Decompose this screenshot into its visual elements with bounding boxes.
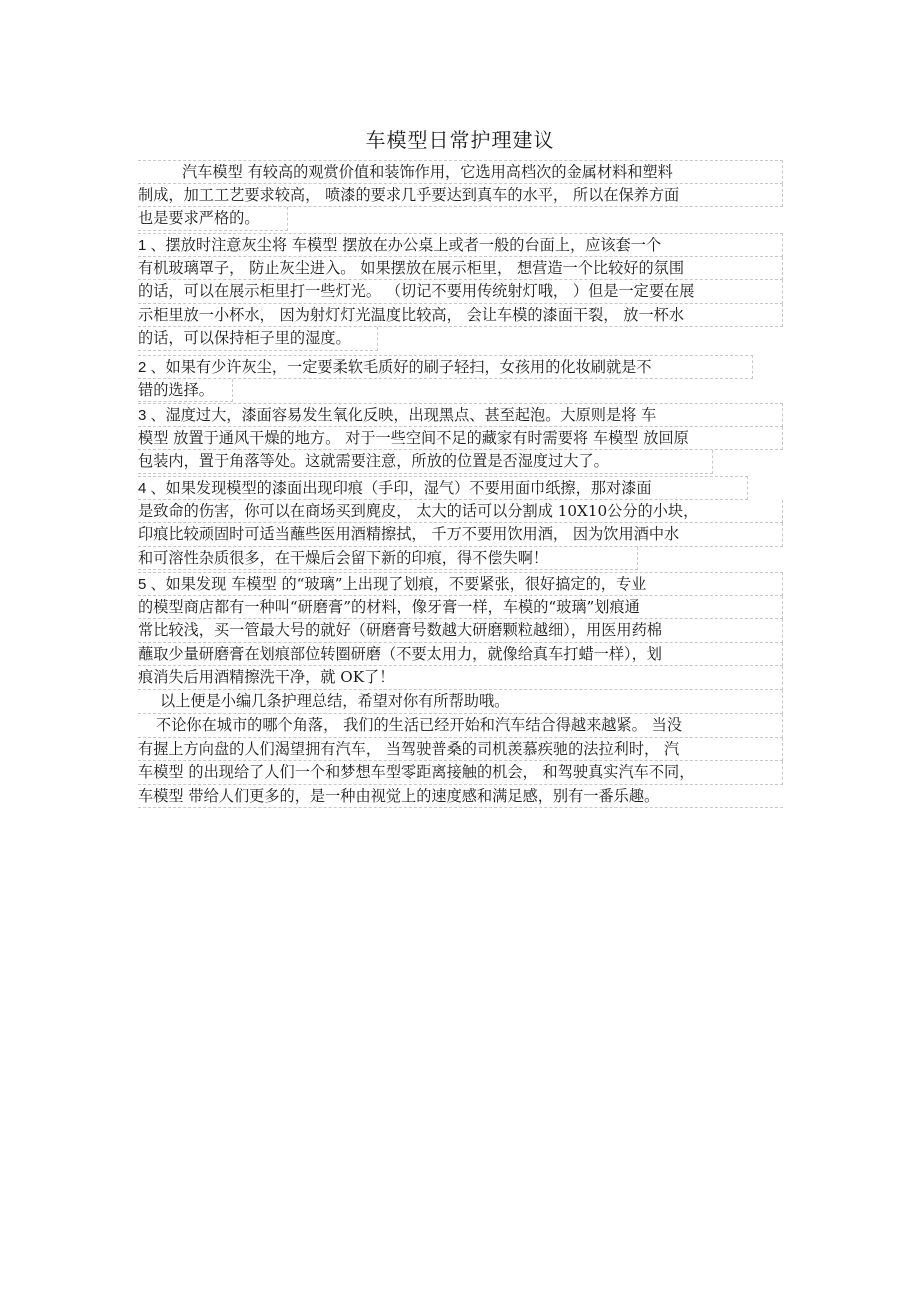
text-line: 的话，可以在展示柜里打一些灯光。 （切记不要用传统射灯哦， ）但是一定要在展	[138, 280, 783, 304]
text-line: 制成，加工工艺要求较高， 喷漆的要求几乎要达到真车的水平， 所以在保养方面	[138, 184, 783, 208]
care-item-3	[138, 403, 783, 474]
text-line: 是致命的伤害，你可以在商场买到麂皮， 太大的话可以分割成 10X10公分的小块，	[138, 500, 783, 524]
care-item-5	[138, 572, 783, 690]
text-line: 车模型 的出现给了人们一个和梦想车型零距离接触的机会， 和驾驶真实汽车不同，	[138, 761, 783, 785]
text-line: 的话，可以保持柜子里的湿度。	[138, 327, 378, 351]
text-line: 以上便是小编几条护理总结，希望对你有所帮助哦。	[138, 690, 783, 714]
care-item-2	[138, 355, 783, 402]
text-line: 示柜里放一小杯水， 因为射灯灯光温度比较高， 会让车模的漆面干裂， 放一杯水	[138, 304, 783, 328]
text-line: 汽车模型 有较高的观赏价值和装饰作用，它选用高档次的金属材料和塑料	[138, 160, 783, 184]
text-line: 5 、如果发现 车模型 的“玻璃”上出现了划痕，不要紧张，很好搞定的，专业	[138, 572, 783, 596]
care-item-4	[138, 476, 783, 570]
text-line: 有机玻璃罩子， 防止灰尘进入。 如果摆放在展示柜里， 想营造一个比较好的氛围	[138, 257, 783, 281]
summary-paragraph	[138, 690, 783, 714]
text-line: 不论你在城市的哪个角落， 我们的生活已经开始和汽车结合得越来越紧。 当没	[138, 714, 783, 738]
item-number: 1 、	[138, 237, 166, 254]
text-line: 1 、摆放时注意灰尘将 车模型 摆放在办公桌上或者一般的台面上，应该套一个	[138, 233, 783, 257]
item-number: 5 、	[138, 576, 166, 593]
text-line: 包装内，置于角落等处。这就需要注意，所放的位置是否湿度过大了。	[138, 450, 713, 474]
text-line: 模型 放置于通风干燥的地方。 对于一些空间不足的藏家有时需要将 车模型 放回原	[138, 427, 783, 451]
text-line: 3 、湿度过大，漆面容易发生氧化反映，出现黑点、甚至起泡。大原则是将 车	[138, 403, 783, 427]
text-line: 常比较浅，买一管最大号的就好（研磨膏号数越大研磨颗粒越细），用医用药棉	[138, 619, 783, 643]
text-line: 蘸取少量研磨膏在划痕部位转圈研磨（不要太用力，就像给真车打蜡一样），划	[138, 643, 783, 667]
text-line: 痕消失后用酒精擦洗干净，就 OK了！	[138, 666, 783, 690]
item-number: 2 、	[138, 359, 166, 376]
intro-paragraph	[138, 160, 783, 231]
item-number: 4 、	[138, 480, 166, 497]
closing-paragraph	[138, 714, 783, 808]
text-line: 也是要求严格的。	[138, 207, 288, 231]
item-number: 3 、	[138, 407, 166, 424]
text-line: 错的选择。	[138, 379, 233, 403]
document-title: 车模型日常护理建议	[365, 128, 555, 152]
text-line: 印痕比较顽固时可适当蘸些医用酒精擦拭， 千万不要用饮用酒， 因为饮用酒中水	[138, 523, 783, 547]
text-line: 车模型 带给人们更多的，是一种由视觉上的速度感和满足感，别有一番乐趣。	[138, 785, 783, 809]
text-line: 4 、如果发现模型的漆面出现印痕（手印，湿气）不要用面巾纸擦，那对漆面	[138, 476, 748, 500]
text-line: 有握上方向盘的人们渴望拥有汽车， 当驾驶普桑的司机羡慕疾驰的法拉利时， 汽	[138, 738, 783, 762]
text-line: 和可溶性杂质很多，在干燥后会留下新的印痕，得不偿失啊！	[138, 547, 638, 571]
care-item-1	[138, 233, 783, 351]
text-line: 的模型商店都有一种叫“研磨膏”的材料，像牙膏一样，车模的“玻璃”划痕通	[138, 596, 783, 620]
text-line: 2 、如果有少许灰尘，一定要柔软毛质好的刷子轻扫，女孩用的化妆刷就是不	[138, 355, 753, 379]
